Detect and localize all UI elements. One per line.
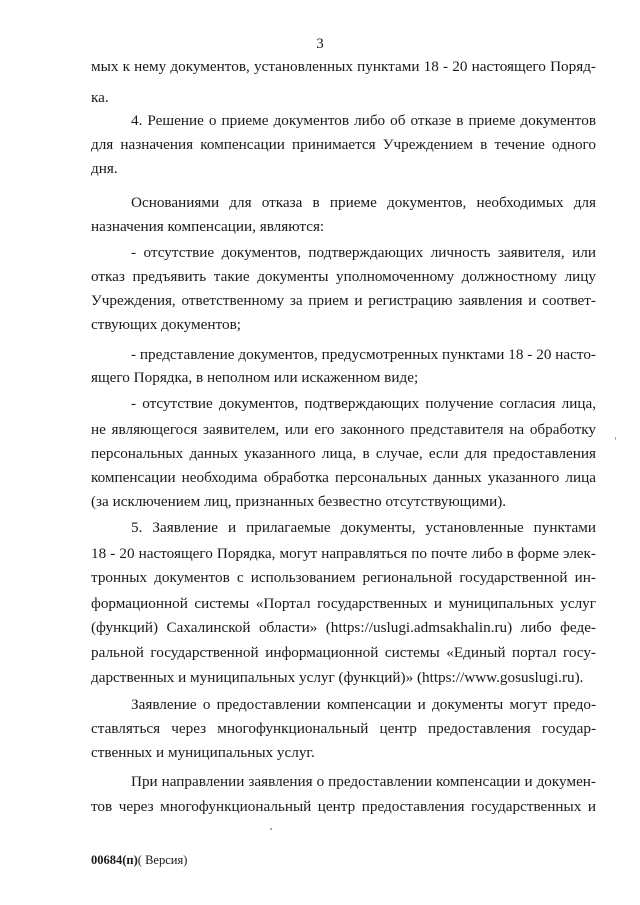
text-line: отказ предъявить такие документы уполномоченному должностному лицу	[91, 268, 596, 285]
text-line: не являющегося заявителем, или его законного представителя на обработку	[91, 421, 596, 438]
text-line: ствующих документов;	[91, 316, 241, 333]
text-line: - отсутствие документов, подтверждающих получение согласия лица,	[131, 395, 596, 412]
text-line: ральной государственной информационной системы «Единый портал госу-	[91, 644, 596, 661]
scan-speck	[270, 828, 272, 830]
text-line: мых к нему документов, установленных пунктами 18 - 20 настоящего Поряд-	[91, 58, 596, 75]
text-line: 4. Решение о приеме документов либо об отказе в приеме документов	[131, 112, 596, 129]
text-line: 18 - 20 настоящего Порядка, могут направляться по почте либо в форме элек-	[91, 545, 596, 562]
text-line: При направлении заявления о предоставлении компенсации и докумен-	[131, 773, 596, 790]
text-line: дарственных и муниципальных услуг (функций)» (https://www.gosuslugi.ru).	[91, 669, 584, 686]
document-footer	[91, 853, 187, 867]
text-line: тронных документов с использованием региональной государственной ин-	[91, 569, 596, 586]
document-code: 00684(п)	[91, 853, 138, 867]
scan-speck	[615, 437, 616, 440]
text-line: тов через многофункциональный центр предоставления государственных и	[91, 798, 596, 815]
document-version: ( Версия)	[137, 853, 188, 867]
text-line: - отсутствие документов, подтверждающих личность заявителя, или	[131, 244, 596, 261]
text-line: - представление документов, предусмотренных пунктами 18 - 20 насто-	[131, 346, 596, 363]
text-line: ственных и муниципальных услуг.	[91, 744, 315, 761]
text-line: формационной системы «Портал государственных и муниципальных услуг	[91, 595, 596, 612]
text-line: (за исключением лиц, признанных безвестно отсутствующими).	[91, 493, 507, 510]
text-line: ящего Порядка, в неполном или искаженном виде;	[91, 369, 419, 386]
page-number: 3	[316, 36, 324, 52]
text-line: Учреждения, ответственному за прием и регистрацию заявления и соответ-	[91, 292, 596, 309]
text-line: для назначения компенсации принимается Учреждением в течение одного	[91, 136, 596, 153]
text-line: дня.	[91, 160, 118, 177]
text-line: Заявление о предоставлении компенсации и документы могут предо-	[131, 696, 596, 713]
text-line: назначения компенсации, являются:	[91, 218, 325, 235]
text-line: ка.	[91, 89, 109, 106]
text-line: (функций) Сахалинской области» (https://uslugi.admsakhalin.ru) либо феде-	[91, 619, 596, 636]
text-line: 5. Заявление и прилагаемые документы, установленные пунктами	[131, 519, 596, 536]
text-line: компенсации необходима обработка персональных данных указанного лица	[91, 469, 596, 486]
text-line: ставляться через многофункциональный центр предоставления государ-	[91, 720, 596, 737]
text-line: персональных данных указанного лица, в случае, если для предоставления	[91, 445, 596, 462]
text-line: Основаниями для отказа в приеме документов, необходимых для	[131, 194, 596, 211]
